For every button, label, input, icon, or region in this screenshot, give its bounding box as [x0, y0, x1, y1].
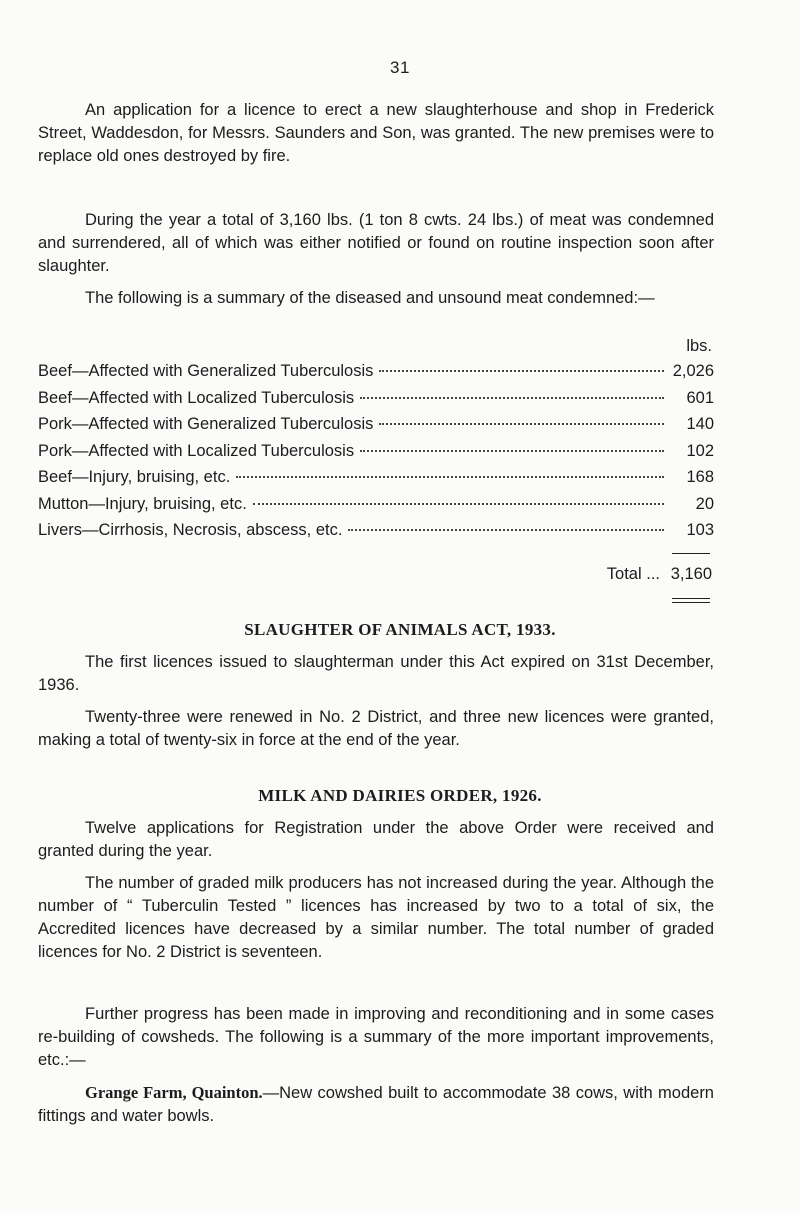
paragraph-summary-intro: The following is a summary of the diseased and unsound meat condemned:—: [85, 289, 655, 307]
dot-leader: [379, 423, 664, 425]
paragraph-licence-application: An application for a licence to erect a new slaughterhouse and shop in Frederick Street, Waddesdon, for Messrs. Saunders and Son, was granted. The new premises were to replace old ones destroyed by fire.: [38, 101, 714, 165]
units-header: lbs.: [686, 337, 712, 355]
row-label: Pork—Affected with Localized Tuberculosis: [38, 441, 355, 460]
heading-slaughter-of-animals-act: SLAUGHTER OF ANIMALS ACT, 1933.: [244, 620, 556, 639]
table-row: [38, 362, 714, 389]
table-row: [38, 389, 714, 416]
row-label: Beef—Affected with Localized Tuberculosis: [38, 388, 355, 407]
paragraph-graded-milk-producers: The number of graded milk producers has not increased during the year. Although the number of “ Tuberculin Tested ” licences has increased by two to a total of six, the Accredited licences have decreased by a similar number. The total number of graded licences for No. 2 District is seventeen.: [38, 874, 714, 961]
condemned-meat-table: [38, 362, 714, 548]
row-label: Beef—Injury, bruising, etc.: [38, 468, 231, 486]
dot-leader: [360, 450, 664, 452]
dot-leader: [360, 397, 664, 399]
paragraph-cowshed-improvements: Further progress has been made in improving and reconditioning and in some cases re-building of cowsheds. The following is a summary of the more important improvements, etc.:—: [38, 1005, 714, 1069]
dot-leader: [379, 370, 664, 372]
sum-rule: [672, 553, 710, 554]
row-value: 601: [686, 388, 714, 407]
paragraph-condemned-total: During the year a total of 3,160 lbs. (1 ton 8 cwts. 24 lbs.) of meat was condemned and surrendered, all of which was either notified or found on routine inspection soon after slaughter.: [38, 211, 714, 275]
farm-improvement: —New cowshed built to accommodate 38 cows, with modern fittings and water bowls.: [38, 1084, 714, 1125]
row-label: Livers—Cirrhosis, Necrosis, abscess, etc.: [38, 521, 343, 539]
row-label: Beef—Affected with Generalized Tuberculosis: [38, 362, 374, 380]
row-label: Mutton—Injury, bruising, etc.: [38, 494, 247, 513]
row-value: 2,026: [672, 362, 714, 380]
farm-name: Grange Farm, Quainton.: [85, 1083, 263, 1102]
row-label: Pork—Affected with Generalized Tuberculosis: [38, 415, 374, 433]
dot-leader: [348, 529, 664, 531]
row-value: 168: [686, 468, 714, 486]
table-row: [38, 442, 714, 469]
row-value: 140: [686, 415, 714, 433]
dot-leader: [236, 476, 664, 478]
table-row: [38, 415, 714, 442]
paragraph-licences-renewed: Twenty-three were renewed in No. 2 District, and three new licences were granted, making a total of twenty-six in force at the end of the year.: [38, 708, 714, 749]
total-value: 3,160: [670, 565, 712, 583]
total-double-rule: [672, 598, 710, 603]
paragraph-registration-applications: Twelve applications for Registration under the above Order were received and granted during the year.: [38, 819, 714, 860]
dot-leader: [253, 503, 664, 505]
total-row: [500, 565, 712, 584]
paragraph-licences-expired: The first licences issued to slaughterman under this Act expired on 31st December, 1936.: [38, 653, 714, 694]
paragraph-grange-farm: [38, 1081, 714, 1128]
total-label: Total ...: [606, 565, 660, 583]
heading-milk-and-dairies-order: MILK AND DAIRIES ORDER, 1926.: [258, 786, 542, 805]
table-row: [38, 468, 714, 495]
row-value: 102: [686, 441, 714, 460]
row-value: 103: [686, 521, 714, 539]
page-number: 31: [390, 58, 410, 77]
table-row: [38, 521, 714, 548]
row-value: 20: [695, 494, 714, 513]
table-row: [38, 495, 714, 522]
